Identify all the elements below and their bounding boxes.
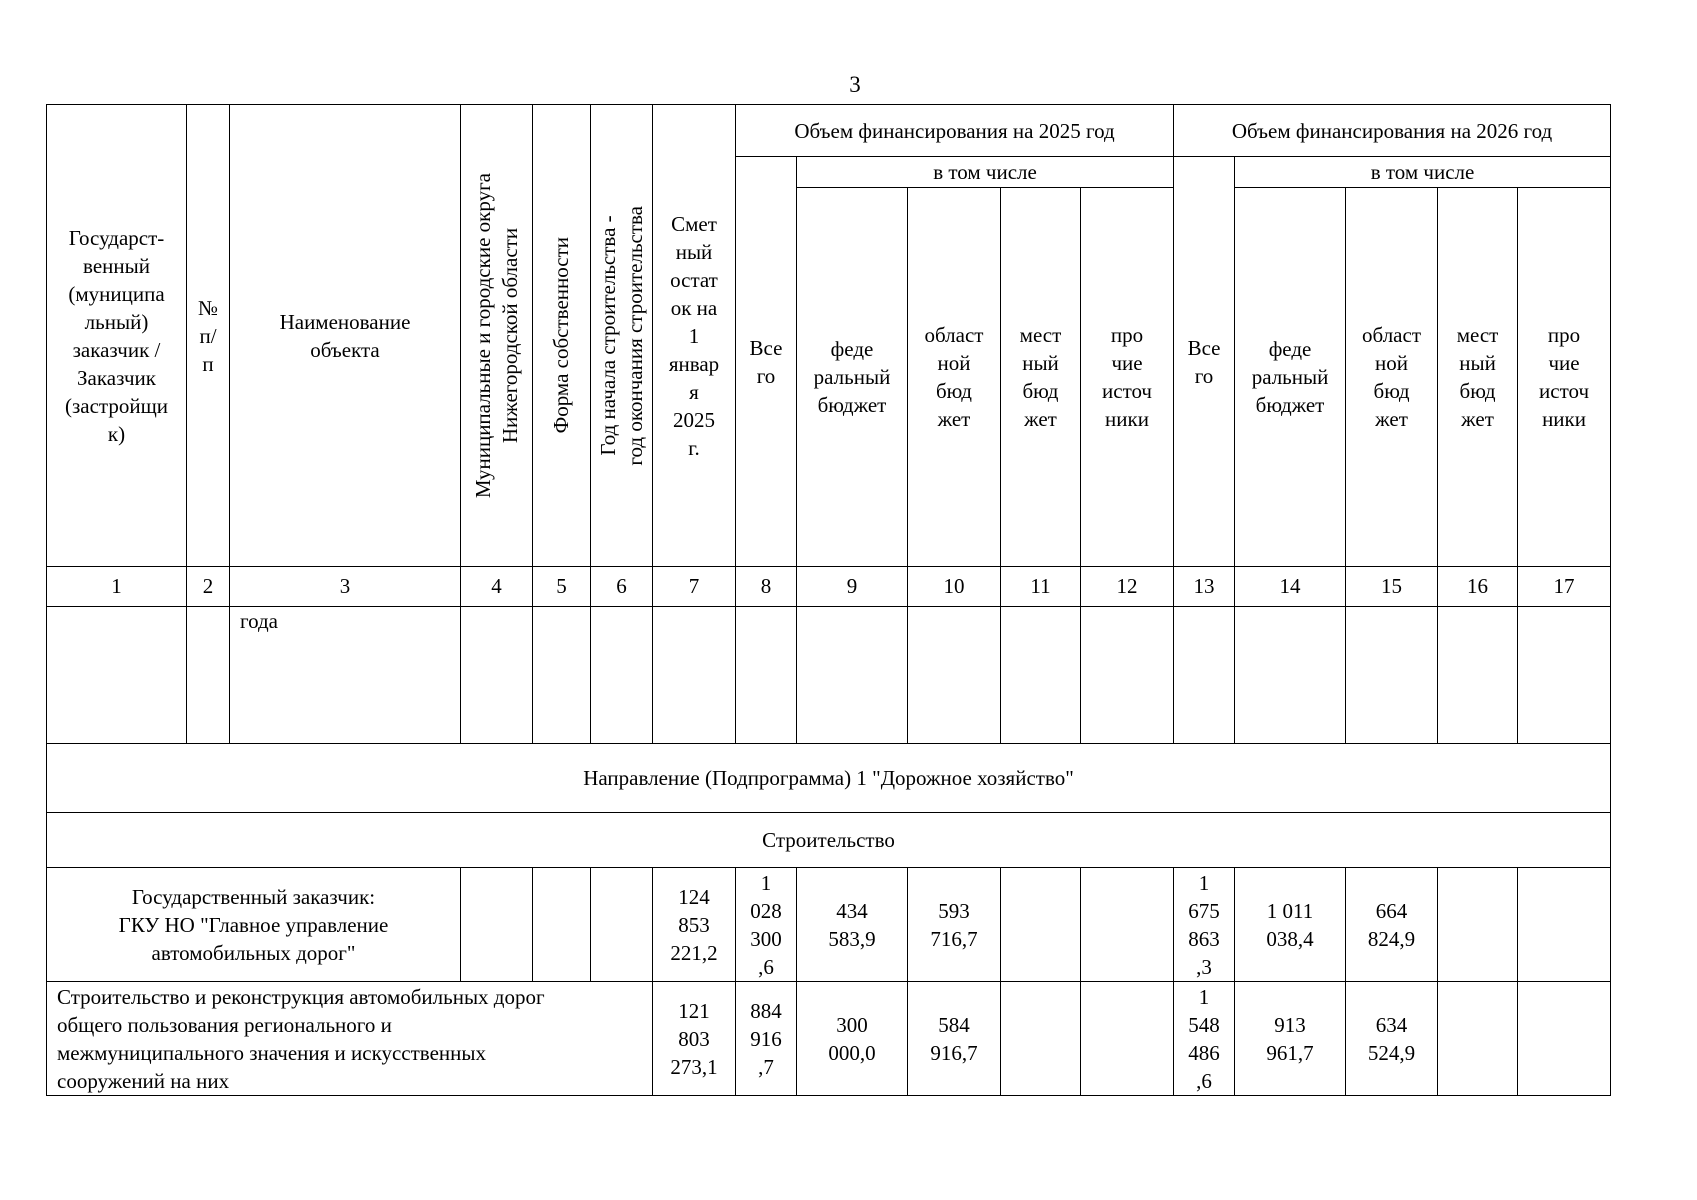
column-number: 14 [1235, 567, 1346, 606]
regional-2025-value: 593 716,7 [908, 868, 1001, 982]
page-number: 3 [849, 72, 861, 97]
column-number: 2 [187, 567, 230, 606]
column-number: 1 [47, 567, 187, 606]
regional-2026-value: 664 824,9 [1346, 868, 1438, 982]
column-number: 16 [1438, 567, 1518, 606]
estimate-value: 121 803 273,1 [653, 982, 736, 1096]
regional-2025-value: 584 916,7 [908, 982, 1001, 1096]
header-ownership: Форма собственности [533, 105, 591, 567]
column-number: 13 [1174, 567, 1235, 606]
column-number: 10 [908, 567, 1001, 606]
header-total-2025: Все го [736, 157, 797, 567]
column-number: 17 [1518, 567, 1611, 606]
header-construction-years: Год начала строительства - год окончания строительства [591, 105, 653, 567]
header-regional-2025: област ной бюд жет [908, 187, 1001, 567]
column-number: 12 [1081, 567, 1174, 606]
header-federal-2025: феде ральный бюджет [797, 187, 908, 567]
section-direction: Направление (Подпрограмма) 1 "Дорожное хозяйство" [47, 744, 1611, 812]
header-customer: Государст- венный (муниципа льный) заказчик / Заказчик (застройщи к) [47, 105, 187, 567]
header-local-2025: мест ный бюд жет [1001, 187, 1081, 567]
total-2026-value: 1 548 486 ,6 [1174, 982, 1235, 1096]
header-other-2026: про чие источ ники [1518, 187, 1611, 567]
table-row [47, 868, 1611, 982]
column-number: 6 [591, 567, 653, 606]
federal-2025-value: 434 583,9 [797, 868, 908, 982]
column-number: 11 [1001, 567, 1081, 606]
header-estimate-balance: Смет ный остат ок на 1 январ я 2025 г. [653, 105, 736, 567]
federal-2026-value: 913 961,7 [1235, 982, 1346, 1096]
header-federal-2026: феде ральный бюджет [1235, 187, 1346, 567]
column-numbers-row [47, 567, 1611, 606]
federal-2026-value: 1 011 038,4 [1235, 868, 1346, 982]
header-row-number: № п/ п [187, 105, 230, 567]
continuation-row [47, 606, 1611, 744]
header-object-name: Наименование объекта [230, 105, 461, 567]
header-total-2026: Все го [1174, 157, 1235, 567]
customer-name: Государственный заказчик: ГКУ НО "Главное управление автомобильных дорог" [47, 868, 461, 982]
federal-2025-value: 300 000,0 [797, 982, 908, 1096]
header-funding-2026: Объем финансирования на 2026 год [1174, 105, 1611, 157]
section-construction: Строительство [47, 812, 1611, 867]
column-number: 8 [736, 567, 797, 606]
header-local-2026: мест ный бюд жет [1438, 187, 1518, 567]
column-number: 5 [533, 567, 591, 606]
header-other-2025: про чие источ ники [1081, 187, 1174, 567]
total-2026-value: 1 675 863 ,3 [1174, 868, 1235, 982]
column-number: 7 [653, 567, 736, 606]
roads-object-name: Строительство и реконструкция автомобильных дорог общего пользования регионального и межмуниципального значения и искусственных сооружений на них [47, 982, 653, 1096]
total-2025-value: 884 916 ,7 [736, 982, 797, 1096]
column-number: 15 [1346, 567, 1438, 606]
financing-table [46, 104, 1611, 1096]
estimate-value: 124 853 221,2 [653, 868, 736, 982]
header-including-2026: в том числе [1235, 157, 1611, 187]
column-number: 9 [797, 567, 908, 606]
regional-2026-value: 634 524,9 [1346, 982, 1438, 1096]
header-including-2025: в том числе [797, 157, 1174, 187]
column-number: 4 [461, 567, 533, 606]
continuation-text: года [230, 606, 461, 744]
header-districts: Муниципальные и городские округа Нижегородской области [461, 105, 533, 567]
total-2025-value: 1 028 300 ,6 [736, 868, 797, 982]
header-regional-2026: област ной бюд жет [1346, 187, 1438, 567]
column-number: 3 [230, 567, 461, 606]
header-funding-2025: Объем финансирования на 2025 год [736, 105, 1174, 157]
table-row [47, 982, 1611, 1096]
